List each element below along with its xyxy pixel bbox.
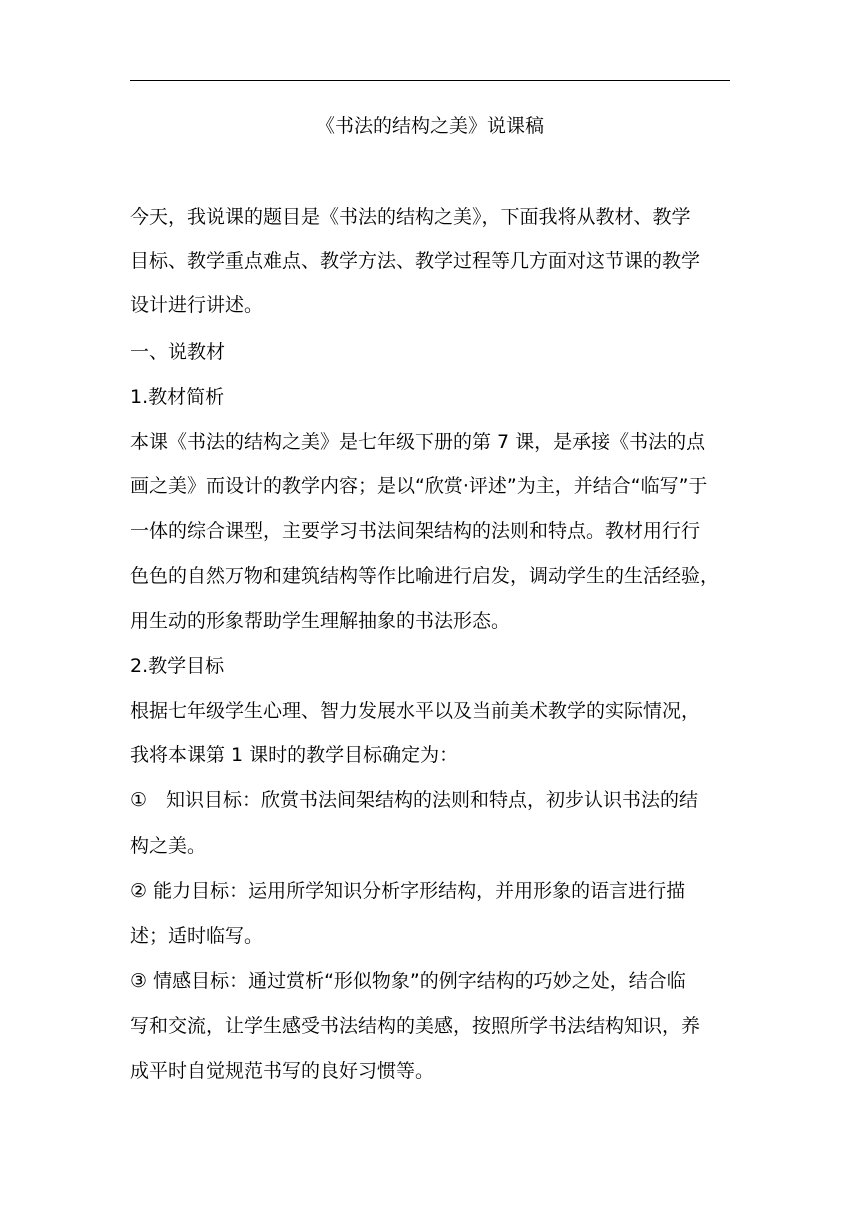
body-line: 一体的综合课型，主要学习书法间架结构的法则和特点。教材用行行	[130, 520, 701, 542]
body-line: 色色的自然万物和建筑结构等作比喻进行启发，调动学生的生活经验，	[130, 565, 720, 587]
subsection-heading: 2.教学目标	[130, 655, 225, 677]
list-item-line: 构之美。	[130, 835, 207, 857]
list-item-line: ③ 情感目标：通过赏析“形似物象”的例字结构的巧妙之处，结合临	[130, 970, 686, 992]
list-item-line: ① 知识目标：欣赏书法间架结构的法则和特点，初步认识书法的结	[130, 789, 699, 811]
header-rule	[130, 80, 730, 81]
document-title: 《书法的结构之美》说课稿	[315, 115, 544, 137]
list-item-line: 成平时自觉规范书写的良好习惯等。	[130, 1060, 435, 1082]
subsection-heading: 1.教材简析	[130, 386, 225, 408]
body-line: 我将本课第 1 课时的教学目标确定为：	[130, 744, 459, 766]
body-line: 目标、教学重点难点、教学方法、教学过程等几方面对这节课的教学	[130, 250, 701, 272]
body-line: 根据七年级学生心理、智力发展水平以及当前美术教学的实际情况，	[130, 700, 701, 722]
body-line: 今天，我说课的题目是《书法的结构之美》，下面我将从教材、教学	[130, 206, 691, 228]
list-item-line: ② 能力目标：运用所学知识分析字形结构，并用形象的语言进行描	[130, 880, 686, 902]
body-line: 设计进行讲述。	[130, 294, 264, 316]
list-item-line: 述；适时临写。	[130, 925, 264, 947]
list-item-line: 写和交流，让学生感受书法结构的美感，按照所学书法结构知识，养	[130, 1015, 701, 1037]
body-line: 画之美》而设计的教学内容；是以“欣赏·评述”为主，并结合“临写”于	[130, 475, 708, 497]
section-heading: 一、说教材	[130, 341, 226, 363]
body-line: 本课《书法的结构之美》是七年级下册的第 7 课，是承接《书法的点	[130, 431, 706, 453]
body-line: 用生动的形象帮助学生理解抽象的书法形态。	[130, 610, 511, 632]
